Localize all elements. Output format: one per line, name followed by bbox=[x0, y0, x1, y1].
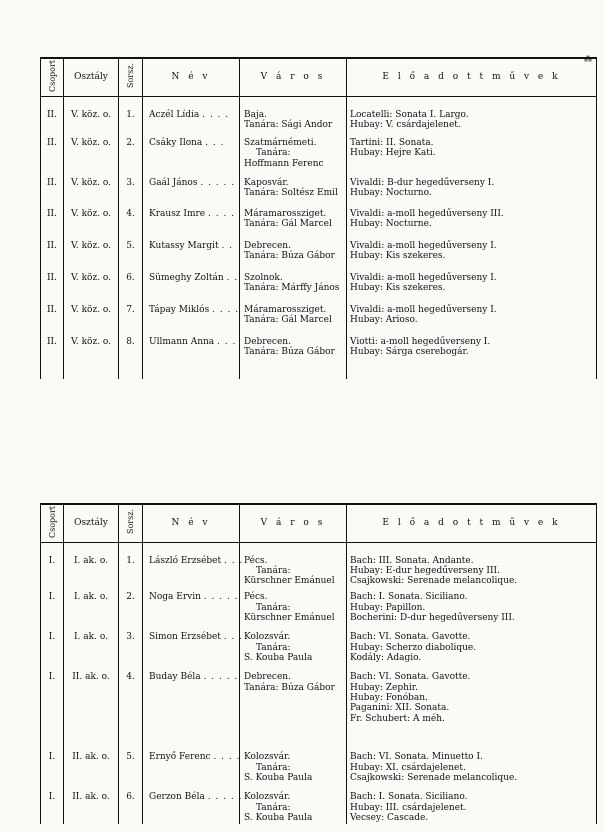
sorsz-value: 1. bbox=[126, 555, 135, 566]
cell-muvek bbox=[347, 666, 597, 746]
table-row bbox=[41, 299, 597, 331]
performed-work: Bach: VI. Sonata. Gavotte. bbox=[350, 672, 471, 683]
student-name: Ernyő Ferenc bbox=[149, 752, 211, 763]
table-header-row bbox=[41, 504, 597, 542]
city-name: Pécs. bbox=[244, 592, 268, 603]
performed-work: Vecsey: Cascade. bbox=[350, 812, 429, 823]
name-leader-dots: . . . bbox=[223, 632, 244, 643]
cell-nev bbox=[143, 666, 240, 746]
cell-nev bbox=[143, 586, 240, 626]
student-name: Aczél Lídia bbox=[149, 109, 200, 120]
cell-varos bbox=[240, 132, 347, 172]
cell-osztaly bbox=[64, 786, 119, 824]
osztaly-value: I. ak. o. bbox=[74, 592, 108, 603]
performed-work: Viotti: a-moll hegedűverseny I. bbox=[350, 337, 491, 347]
cell-varos bbox=[240, 96, 347, 132]
performed-work: Tartini: II. Sonata. bbox=[350, 138, 434, 148]
header-varos: V á r o s bbox=[240, 58, 347, 96]
cell-csoport bbox=[41, 132, 64, 172]
cell-osztaly bbox=[64, 586, 119, 626]
teacher-name: Hoffmann Ferenc bbox=[244, 158, 324, 169]
table-header-row bbox=[41, 58, 597, 96]
cell-nev bbox=[143, 203, 240, 235]
cell-muvek bbox=[347, 235, 597, 267]
student-name: Kutassy Margit bbox=[149, 241, 219, 251]
cell-osztaly bbox=[64, 172, 119, 203]
osztaly-value: V. köz. o. bbox=[70, 337, 112, 347]
cell-csoport bbox=[41, 267, 64, 299]
performed-work: Hubay: Scherzo diabolique. bbox=[350, 642, 477, 653]
teacher-label: Tanára: bbox=[256, 602, 291, 613]
city-name: Máramarossziget. bbox=[244, 305, 327, 315]
osztaly-value: V. köz. o. bbox=[70, 178, 112, 188]
cell-osztaly bbox=[64, 299, 119, 331]
osztaly-value: V. köz. o. bbox=[70, 273, 112, 283]
cell-csoport bbox=[41, 331, 64, 379]
city-name: Debrecen. bbox=[244, 337, 291, 347]
performed-work: Bach: VI. Sonata. Minuetto I. bbox=[350, 752, 483, 763]
cell-varos bbox=[240, 267, 347, 299]
table-row bbox=[41, 203, 597, 235]
osztaly-value: II. ak. o. bbox=[72, 792, 110, 803]
cell-sorsz bbox=[119, 786, 143, 824]
csoport-value: II. bbox=[47, 337, 57, 347]
header-csoport: Csoport bbox=[41, 58, 64, 96]
cell-muvek bbox=[347, 586, 597, 626]
sorsz-value: 5. bbox=[126, 241, 135, 251]
cell-osztaly bbox=[64, 666, 119, 746]
csoport-value: II. bbox=[47, 178, 57, 188]
cell-nev bbox=[143, 132, 240, 172]
csoport-value: I. bbox=[48, 752, 56, 763]
results-table-top bbox=[40, 57, 597, 379]
cell-csoport bbox=[41, 666, 64, 746]
table-row bbox=[41, 331, 597, 379]
table-row bbox=[41, 132, 597, 172]
header-nev: N é v bbox=[143, 504, 240, 542]
cell-varos bbox=[240, 172, 347, 203]
cell-osztaly bbox=[64, 132, 119, 172]
student-name: László Erzsébet bbox=[149, 555, 222, 566]
cell-csoport bbox=[41, 786, 64, 824]
cell-muvek bbox=[347, 626, 597, 666]
cell-sorsz bbox=[119, 299, 143, 331]
performed-work: Hubay: Arioso. bbox=[350, 315, 418, 326]
sorsz-value: 3. bbox=[126, 178, 135, 188]
cell-muvek bbox=[347, 786, 597, 824]
table-row bbox=[41, 235, 597, 267]
teacher-label: Tanára: bbox=[256, 148, 291, 159]
student-name: Ullmann Anna bbox=[149, 337, 215, 347]
performed-work: Csajkowski: Serenade melancolique. bbox=[350, 772, 518, 783]
performed-work: Vivaldi: a-moll hegedűverseny I. bbox=[350, 273, 497, 283]
student-name: Krausz Imre bbox=[149, 209, 206, 219]
header-sorsz: Sorsz. bbox=[119, 58, 143, 96]
margin-mark: ⁂ bbox=[584, 55, 592, 64]
performed-work: Hubay: Papillon. bbox=[350, 602, 426, 613]
sorsz-value: 3. bbox=[126, 632, 135, 643]
teacher-label: Tanára: bbox=[256, 642, 291, 653]
performed-work: Hubay: III. csárdajelenet. bbox=[350, 802, 467, 813]
performed-work: Hubay: Kis szekeres. bbox=[350, 251, 446, 262]
csoport-value: II. bbox=[47, 109, 57, 120]
cell-csoport bbox=[41, 203, 64, 235]
performed-work: Bocherini: D-dur hegedűverseny III. bbox=[350, 612, 515, 623]
cell-csoport bbox=[41, 96, 64, 132]
csoport-value: I. bbox=[48, 555, 56, 566]
cell-muvek bbox=[347, 331, 597, 379]
city-name: Kolozsvár. bbox=[244, 792, 291, 803]
city-name: Kolozsvár. bbox=[244, 752, 291, 763]
cell-varos bbox=[240, 331, 347, 379]
student-name: Sümeghy Zoltán bbox=[149, 273, 224, 283]
sorsz-value: 6. bbox=[126, 792, 135, 803]
header-varos: V á r o s bbox=[240, 504, 347, 542]
name-leader-dots: . . . . bbox=[202, 109, 230, 120]
cell-osztaly bbox=[64, 331, 119, 379]
name-leader-dots: . . . . . bbox=[203, 672, 239, 683]
name-leader-dots: . . . . . bbox=[203, 592, 239, 603]
performed-work: Paganini: XII. Sonata. bbox=[350, 703, 450, 714]
cell-sorsz bbox=[119, 235, 143, 267]
osztaly-value: V. köz. o. bbox=[70, 138, 112, 148]
table-row bbox=[41, 746, 597, 786]
sorsz-value: 7. bbox=[126, 305, 135, 315]
cell-nev bbox=[143, 172, 240, 203]
city-name: Szolnok. bbox=[244, 273, 283, 283]
name-leader-dots: . . . . bbox=[208, 209, 236, 219]
performed-work: Hubay: Fonóban. bbox=[350, 692, 428, 703]
csoport-value: II. bbox=[47, 241, 57, 251]
student-name: Buday Béla bbox=[149, 672, 201, 683]
cell-nev bbox=[143, 299, 240, 331]
sorsz-value: 5. bbox=[126, 752, 135, 763]
cell-osztaly bbox=[64, 235, 119, 267]
header-nev: N é v bbox=[143, 58, 240, 96]
osztaly-value: V. köz. o. bbox=[70, 109, 112, 120]
performed-work: Hubay: Zephir. bbox=[350, 682, 418, 693]
teacher-label: Tanára: Gál Marcel bbox=[244, 315, 332, 326]
cell-sorsz bbox=[119, 586, 143, 626]
table-row bbox=[41, 96, 597, 132]
teacher-label: Tanára: bbox=[256, 802, 291, 813]
cell-varos bbox=[240, 586, 347, 626]
cell-csoport bbox=[41, 586, 64, 626]
name-leader-dots: . . . . . bbox=[207, 792, 243, 803]
performed-work: Vivaldi: a-moll hegedűverseny III. bbox=[350, 209, 504, 219]
osztaly-value: V. köz. o. bbox=[70, 305, 112, 315]
cell-muvek bbox=[347, 203, 597, 235]
performed-work: Csajkowski: Serenade melancolique. bbox=[350, 576, 518, 587]
sorsz-value: 2. bbox=[126, 592, 135, 603]
cell-varos bbox=[240, 235, 347, 267]
performed-work: Bach: VI. Sonata. Gavotte. bbox=[350, 632, 471, 643]
cell-muvek bbox=[347, 542, 597, 586]
teacher-name: S. Kouba Paula bbox=[244, 772, 313, 783]
name-leader-dots: . . bbox=[221, 241, 234, 251]
cell-sorsz bbox=[119, 96, 143, 132]
table-row bbox=[41, 267, 597, 299]
csoport-value: II. bbox=[47, 305, 57, 315]
city-name: Máramarossziget. bbox=[244, 209, 327, 219]
city-name: Pécs. bbox=[244, 555, 268, 566]
cell-nev bbox=[143, 746, 240, 786]
csoport-value: I. bbox=[48, 792, 56, 803]
table-body-bottom bbox=[41, 542, 597, 824]
student-name: Noga Ervin bbox=[149, 592, 201, 603]
city-name: Kaposvár. bbox=[244, 178, 289, 188]
teacher-label: Tanára: Gál Marcel bbox=[244, 219, 332, 230]
name-leader-dots: . . . . bbox=[213, 752, 241, 763]
sorsz-value: 1. bbox=[126, 109, 135, 120]
teacher-name: S. Kouba Paula bbox=[244, 652, 313, 663]
sorsz-value: 2. bbox=[126, 138, 135, 148]
cell-muvek bbox=[347, 299, 597, 331]
performed-work: Hubay: Nocturne. bbox=[350, 219, 432, 230]
performed-work: Fr. Schubert: A méh. bbox=[350, 713, 445, 724]
cell-osztaly bbox=[64, 203, 119, 235]
teacher-name: S. Kouba Paula bbox=[244, 812, 313, 823]
student-name: Gerzon Béla bbox=[149, 792, 205, 803]
performed-work: Hubay: E-dur hegedűverseny III. bbox=[350, 565, 500, 576]
student-name: Gaál János bbox=[149, 178, 198, 188]
cell-sorsz bbox=[119, 331, 143, 379]
cell-muvek bbox=[347, 172, 597, 203]
cell-nev bbox=[143, 331, 240, 379]
performed-work: Kodály: Adagio. bbox=[350, 652, 422, 663]
sorsz-value: 4. bbox=[126, 209, 135, 219]
performed-work: Bach: III. Sonata. Andante. bbox=[350, 555, 474, 566]
performed-work: Hubay: XI. csárdajelenet. bbox=[350, 762, 466, 773]
performed-work: Hubay: Kis szekeres. bbox=[350, 283, 446, 294]
cell-muvek bbox=[347, 96, 597, 132]
table-row bbox=[41, 542, 597, 586]
osztaly-value: II. ak. o. bbox=[72, 752, 110, 763]
student-name: Simon Erzsébet bbox=[149, 632, 221, 643]
teacher-label: Tanára: Búza Gábor bbox=[244, 347, 335, 358]
table-row bbox=[41, 626, 597, 666]
cell-osztaly bbox=[64, 542, 119, 586]
osztaly-value: II. ak. o. bbox=[72, 672, 110, 683]
name-leader-dots: . . . bbox=[205, 138, 225, 148]
teacher-label: Tanára: bbox=[256, 762, 291, 773]
cell-osztaly bbox=[64, 746, 119, 786]
csoport-value: I. bbox=[48, 592, 56, 603]
cell-osztaly bbox=[64, 96, 119, 132]
cell-csoport bbox=[41, 626, 64, 666]
cell-sorsz bbox=[119, 666, 143, 746]
city-name: Debrecen. bbox=[244, 241, 291, 251]
teacher-name: Kürschner Emánuel bbox=[244, 612, 335, 623]
performed-work: Vivaldi: a-moll hegedűverseny I. bbox=[350, 241, 497, 251]
cell-csoport bbox=[41, 542, 64, 586]
table-body-top bbox=[41, 96, 597, 379]
city-name: Debrecen. bbox=[244, 672, 291, 683]
header-muvek: E l ő a d o t t m ű v e k bbox=[347, 504, 597, 542]
cell-varos bbox=[240, 666, 347, 746]
performed-work: Hubay: V. csárdajelenet. bbox=[350, 119, 461, 130]
results-table-bottom bbox=[40, 503, 597, 824]
header-sorsz: Sorsz. bbox=[119, 504, 143, 542]
cell-nev bbox=[143, 235, 240, 267]
csoport-value: II. bbox=[47, 273, 57, 283]
performed-work: Bach: I. Sonata. Siciliano. bbox=[350, 792, 468, 803]
teacher-label: Tanára: bbox=[256, 565, 291, 576]
cell-varos bbox=[240, 299, 347, 331]
performed-work: Locatelli: Sonata I. Largo. bbox=[350, 109, 469, 120]
teacher-label: Tanára: Búza Gábor bbox=[244, 682, 335, 693]
osztaly-value: I. ak. o. bbox=[74, 555, 108, 566]
name-leader-dots: . . . bbox=[224, 555, 244, 566]
table-row bbox=[41, 586, 597, 626]
cell-sorsz bbox=[119, 746, 143, 786]
teacher-name: Kürschner Emánuel bbox=[244, 576, 335, 587]
cell-osztaly bbox=[64, 626, 119, 666]
sorsz-value: 6. bbox=[126, 273, 135, 283]
cell-csoport bbox=[41, 299, 64, 331]
header-osztaly: Osztály bbox=[64, 504, 119, 542]
sorsz-value: 4. bbox=[126, 672, 135, 683]
csoport-value: II. bbox=[47, 138, 57, 148]
name-leader-dots: . . . . . bbox=[200, 178, 236, 188]
cell-varos bbox=[240, 746, 347, 786]
teacher-label: Tanára: Sági Andor bbox=[244, 119, 333, 130]
cell-varos bbox=[240, 203, 347, 235]
cell-nev bbox=[143, 542, 244, 586]
cell-sorsz bbox=[119, 267, 143, 299]
city-name: Szatmárnémeti. bbox=[244, 138, 317, 148]
osztaly-value: I. ak. o. bbox=[74, 632, 108, 643]
header-osztaly: Osztály bbox=[64, 58, 119, 96]
cell-csoport bbox=[41, 235, 64, 267]
cell-nev bbox=[143, 96, 240, 132]
performed-work: Hubay: Sárga cserebogár. bbox=[350, 347, 469, 358]
name-leader-dots: . . bbox=[226, 273, 239, 283]
teacher-label: Tanára: Búza Gábor bbox=[244, 251, 335, 262]
cell-muvek bbox=[347, 267, 597, 299]
cell-sorsz bbox=[119, 172, 143, 203]
csoport-value: I. bbox=[48, 632, 56, 643]
cell-sorsz bbox=[119, 626, 143, 666]
cell-muvek bbox=[347, 132, 597, 172]
csoport-value: I. bbox=[48, 672, 56, 683]
sorsz-value: 8. bbox=[126, 337, 135, 347]
osztaly-value: V. köz. o. bbox=[70, 241, 112, 251]
cell-nev bbox=[143, 786, 243, 824]
cell-nev bbox=[143, 267, 240, 299]
csoport-value: II. bbox=[47, 209, 57, 219]
table-row bbox=[41, 786, 597, 824]
cell-sorsz bbox=[119, 203, 143, 235]
city-name: Baja. bbox=[244, 109, 267, 120]
performed-work: Hubay: Nocturno. bbox=[350, 188, 432, 199]
cell-osztaly bbox=[64, 267, 119, 299]
cell-varos bbox=[240, 542, 347, 586]
student-name: Tápay Miklós bbox=[149, 305, 210, 315]
cell-sorsz bbox=[119, 132, 143, 172]
header-muvek: E l ő a d o t t m ű v e k bbox=[347, 58, 597, 96]
cell-varos bbox=[240, 626, 347, 666]
student-name: Csáky Ilona bbox=[149, 138, 203, 148]
header-csoport: Csoport bbox=[41, 504, 64, 542]
table-row bbox=[41, 172, 597, 203]
teacher-label: Tanára: Márffy János bbox=[244, 283, 340, 294]
teacher-label: Tanára: Soltész Emil bbox=[244, 188, 338, 199]
osztaly-value: V. köz. o. bbox=[70, 209, 112, 219]
performed-work: Bach: I. Sonata. Siciliano. bbox=[350, 592, 468, 603]
cell-nev bbox=[143, 626, 244, 666]
cell-csoport bbox=[41, 746, 64, 786]
city-name: Kolozsvár. bbox=[244, 632, 291, 643]
name-leader-dots: . . . . bbox=[212, 305, 240, 315]
performed-work: Hubay: Hejre Kati. bbox=[350, 148, 436, 159]
name-leader-dots: . . . bbox=[217, 337, 237, 347]
cell-csoport bbox=[41, 172, 64, 203]
cell-varos bbox=[240, 786, 347, 824]
cell-sorsz bbox=[119, 542, 143, 586]
cell-muvek bbox=[347, 746, 597, 786]
performed-work: Vivaldi: B-dur hegedűverseny I. bbox=[350, 178, 495, 188]
table-row bbox=[41, 666, 597, 746]
performed-work: Vivaldi: a-moll hegedűverseny I. bbox=[350, 305, 497, 315]
